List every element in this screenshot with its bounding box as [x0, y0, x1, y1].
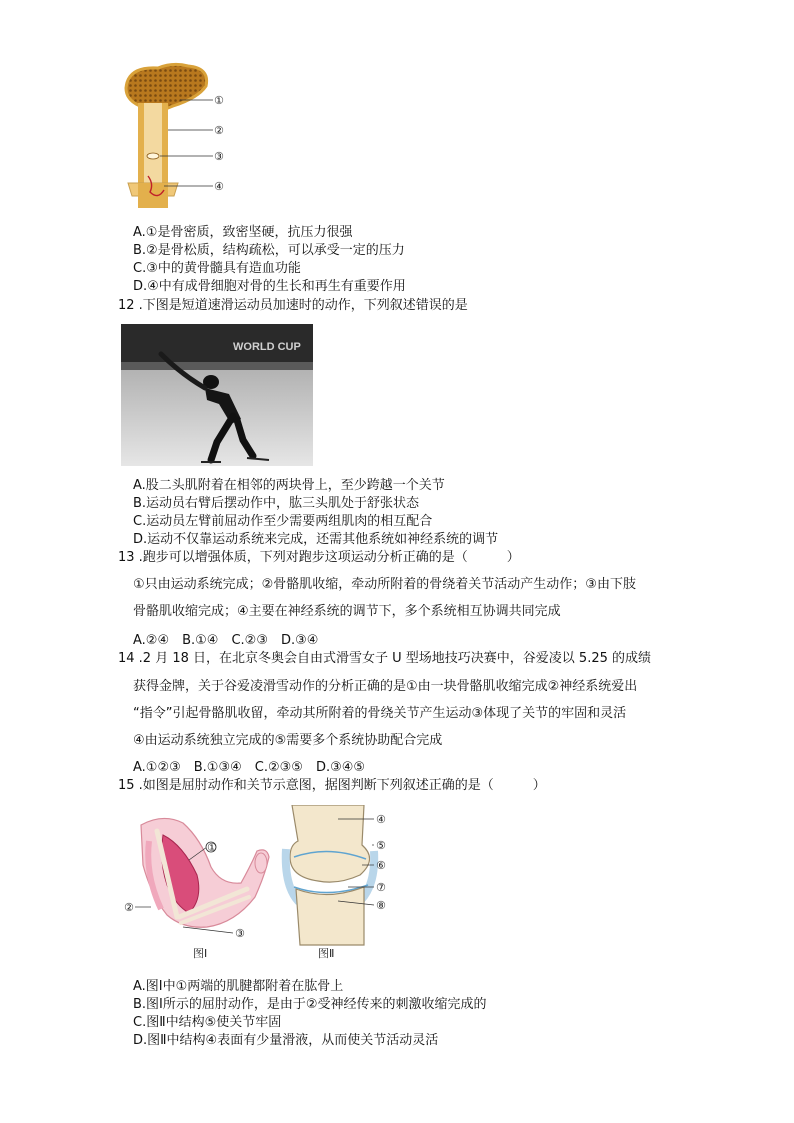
- arm-diagram: [123, 805, 283, 965]
- q15-option-d: D.图Ⅱ中结构④表面有少量滑液，从而使关节活动灵活: [133, 1033, 439, 1048]
- q11-option-a: A.①是骨密质，致密坚硬，抗压力很强: [133, 225, 353, 240]
- q13-options: A.②④ B.①④ C.②③ D.③④: [133, 633, 319, 648]
- bone-label-3: ③: [214, 150, 224, 163]
- q13-line-1: ①只由运动系统完成；②骨骼肌收缩，牵动所附着的骨绕着关节活动产生动作；③由下肢: [133, 577, 636, 592]
- joint-label-8: ⑧: [376, 899, 386, 912]
- joint-label-6: ⑥: [376, 859, 386, 872]
- q15-option-c: C.图Ⅱ中结构⑤使关节牢固: [133, 1015, 282, 1030]
- arm-label-3: ③: [235, 927, 245, 940]
- q15-option-b: B.图Ⅰ所示的屈肘动作，是由于②受神经传来的刺激收缩完成的: [133, 997, 487, 1012]
- joint-label-5: ⑤: [376, 839, 386, 852]
- q12-option-a: A.股二头肌附着在相邻的两块骨上，至少跨越一个关节: [133, 478, 445, 493]
- q14-line-1: 14 .2 月 18 日，在北京冬奥会自由式滑雪女子 U 型场地技巧决赛中，谷爱凌以 5.25 的成绩: [118, 651, 652, 666]
- q15-option-a: A.图Ⅰ中①两端的肌腱都附着在肱骨上: [133, 979, 344, 994]
- q12-option-c: C.运动员左臂前屈动作至少需要两组肌肉的相互配合: [133, 514, 433, 529]
- bone-label-1: ①: [214, 94, 224, 107]
- q13-line-2: 骨骼肌收缩完成；④主要在神经系统的调节下，多个系统相互协调共同完成: [133, 604, 561, 619]
- arm-label-2: ②: [124, 901, 134, 914]
- q12-option-d: D.运动不仅靠运动系统来完成，还需其他系统如神经系统的调节: [133, 532, 499, 547]
- q14-line-4: ④由运动系统独立完成的⑤需要多个系统协助配合完成: [133, 733, 443, 748]
- arm-label-1: ①: [207, 841, 217, 854]
- skater-photo: [121, 324, 313, 466]
- q13-stem: 13 .跑步可以增强体质，下列对跑步这项运动分析正确的是（ ）: [118, 550, 520, 565]
- q15-stem: 15 .如图是屈肘动作和关节示意图，据图判断下列叙述正确的是（ ）: [118, 778, 546, 793]
- photo-banner-text: WORLD CUP: [233, 341, 301, 353]
- bone-head: [126, 64, 207, 108]
- joint-diagram: [278, 805, 408, 965]
- q11-option-c: C.③中的黄骨髓具有造血功能: [133, 261, 301, 276]
- q12-option-b: B.运动员右臂后摆动作中，肱三头肌处于舒张状态: [133, 496, 420, 511]
- q12-stem: 12 .下图是短道速滑运动员加速时的动作，下列叙述错误的是: [118, 298, 468, 313]
- q14-options: A.①②③ B.①③④ C.②③⑤ D.③④⑤: [133, 760, 366, 775]
- fig1-caption: 图Ⅰ: [193, 947, 208, 960]
- fig2-caption: 图Ⅱ: [318, 947, 335, 960]
- bone-label-4: ④: [214, 180, 224, 193]
- q14-line-2: 获得金牌，关于谷爱凌滑雪动作的分析正确的是①由一块骨骼肌收缩完成②神经系统爱出: [133, 679, 638, 694]
- q11-option-d: D.④中有成骨细胞对骨的生长和再生有重要作用: [133, 279, 406, 294]
- joint-label-7: ⑦: [376, 881, 386, 894]
- q14-line-3: “指令”引起骨骼肌收留，牵动其所附着的骨绕关节产生运动③体现了关节的牢固和灵活: [133, 706, 627, 721]
- bone-diagram: [118, 58, 238, 218]
- bone-label-2: ②: [214, 124, 224, 137]
- joint-label-4: ④: [376, 813, 386, 826]
- q11-option-b: B.②是骨松质，结构疏松，可以承受一定的压力: [133, 243, 405, 258]
